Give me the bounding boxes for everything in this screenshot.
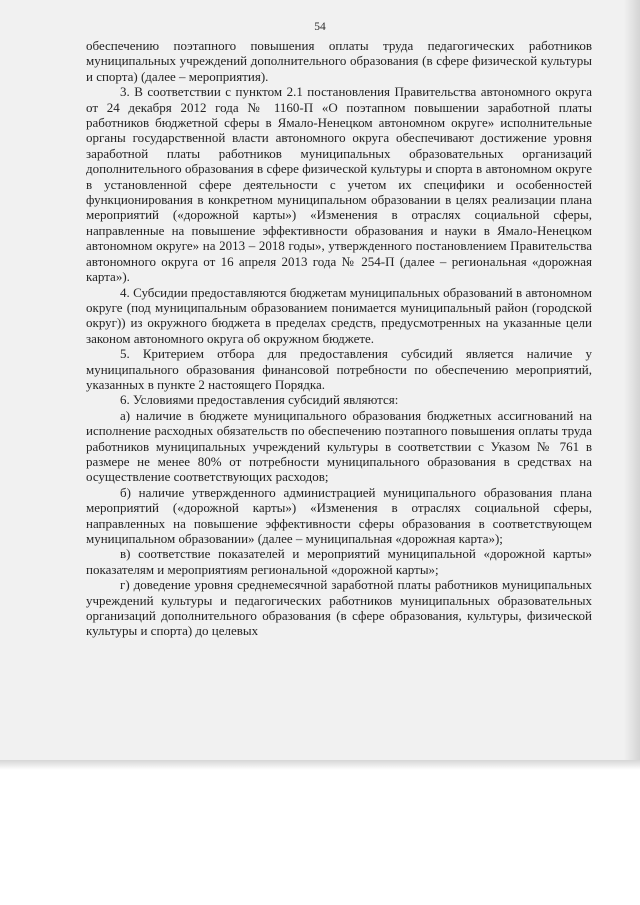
paragraph-2: 3. В соответствии с пунктом 2.1 постановления Правительства автономного округа от 24 декабря 2012 года № 1160-П «О поэтапном повышении заработной платы работников бюджетной сферы в Ямало-Ненецком автономном округе» исполнительные органы государственной власти автономного округа обеспечивают достижение уровня заработной платы работников муниципальных образовательных организаций дополнительного образования в сфере физической культуры и спорта в автономном округе в установленной сфере деятельности с учетом их специфики и особенностей функционирования в конкретном муниципальном образовании в целях реализации плана мероприятий («дорожной карты») «Изменения в отраслях социальной сферы, направленные на повышение эффективности образования и науки в Ямало-Ненецком автономном округе» на 2013 – 2018 годы», утвержденного постановлением Правительства автономного округа от 16 апреля 2013 года № 254-П (далее – региональная «дорожная карта»).: [86, 84, 592, 285]
paragraph-4: 5. Критерием отбора для предоставления субсидий является наличие у муниципального образования финансовой потребности по обеспечению мероприятий, указанных в пункте 2 настоящего Порядка.: [86, 346, 592, 392]
paragraph-3: 4. Субсидии предоставляются бюджетам муниципальных образований в автономном округе (под муниципальным образованием понимается муниципальный район (городской округ)) из окружного бюджета в пределах средств, предусмотренных на указанные цели законом автономного округа об окружном бюджете.: [86, 284, 592, 346]
paragraph-6: а) наличие в бюджете муниципального образования бюджетных ассигнований на исполнение расходных обязательств по обеспечению поэтапного повышения оплаты труда работников муниципальных учреждений культуры в соответствии с Указом № 761 в размере не менее 80% от потребности муниципального образования в средствах на осуществление соответствующих расходов;: [86, 407, 592, 485]
document-text: [86, 38, 592, 639]
paragraph-1: обеспечению поэтапного повышения оплаты труда педагогических работников муниципальных учреждений дополнительного образования (в сфере физической культуры и спорта) (далее – мероприятия).: [86, 38, 592, 84]
page-edge-shadow: [624, 0, 640, 766]
paragraph-8: в) соответствие показателей и мероприятий муниципальной «дорожной карты» показателям и мероприятиям региональной «дорожной карты»;: [86, 546, 592, 577]
page-bottom-shadow: [0, 760, 640, 770]
paragraph-9: г) доведение уровня среднемесячной заработной платы работников муниципальных учреждений культуры и педагогических работников муниципальных образовательных организаций дополнительного образования (в сфере образования, культуры, физической культуры и спорта) до целевых: [86, 577, 592, 639]
paragraph-5: 6. Условиями предоставления субсидий являются:: [120, 392, 399, 408]
paragraph-7: б) наличие утвержденного администрацией муниципального образования плана мероприятий («дорожной карты») «Изменения в отраслях социальной сферы, направленных на повышение эффективности сферы образования в соответствующем муниципальном образовании» (далее – муниципальная «дорожная карта»);: [86, 484, 592, 546]
page-number: 54: [314, 21, 326, 33]
